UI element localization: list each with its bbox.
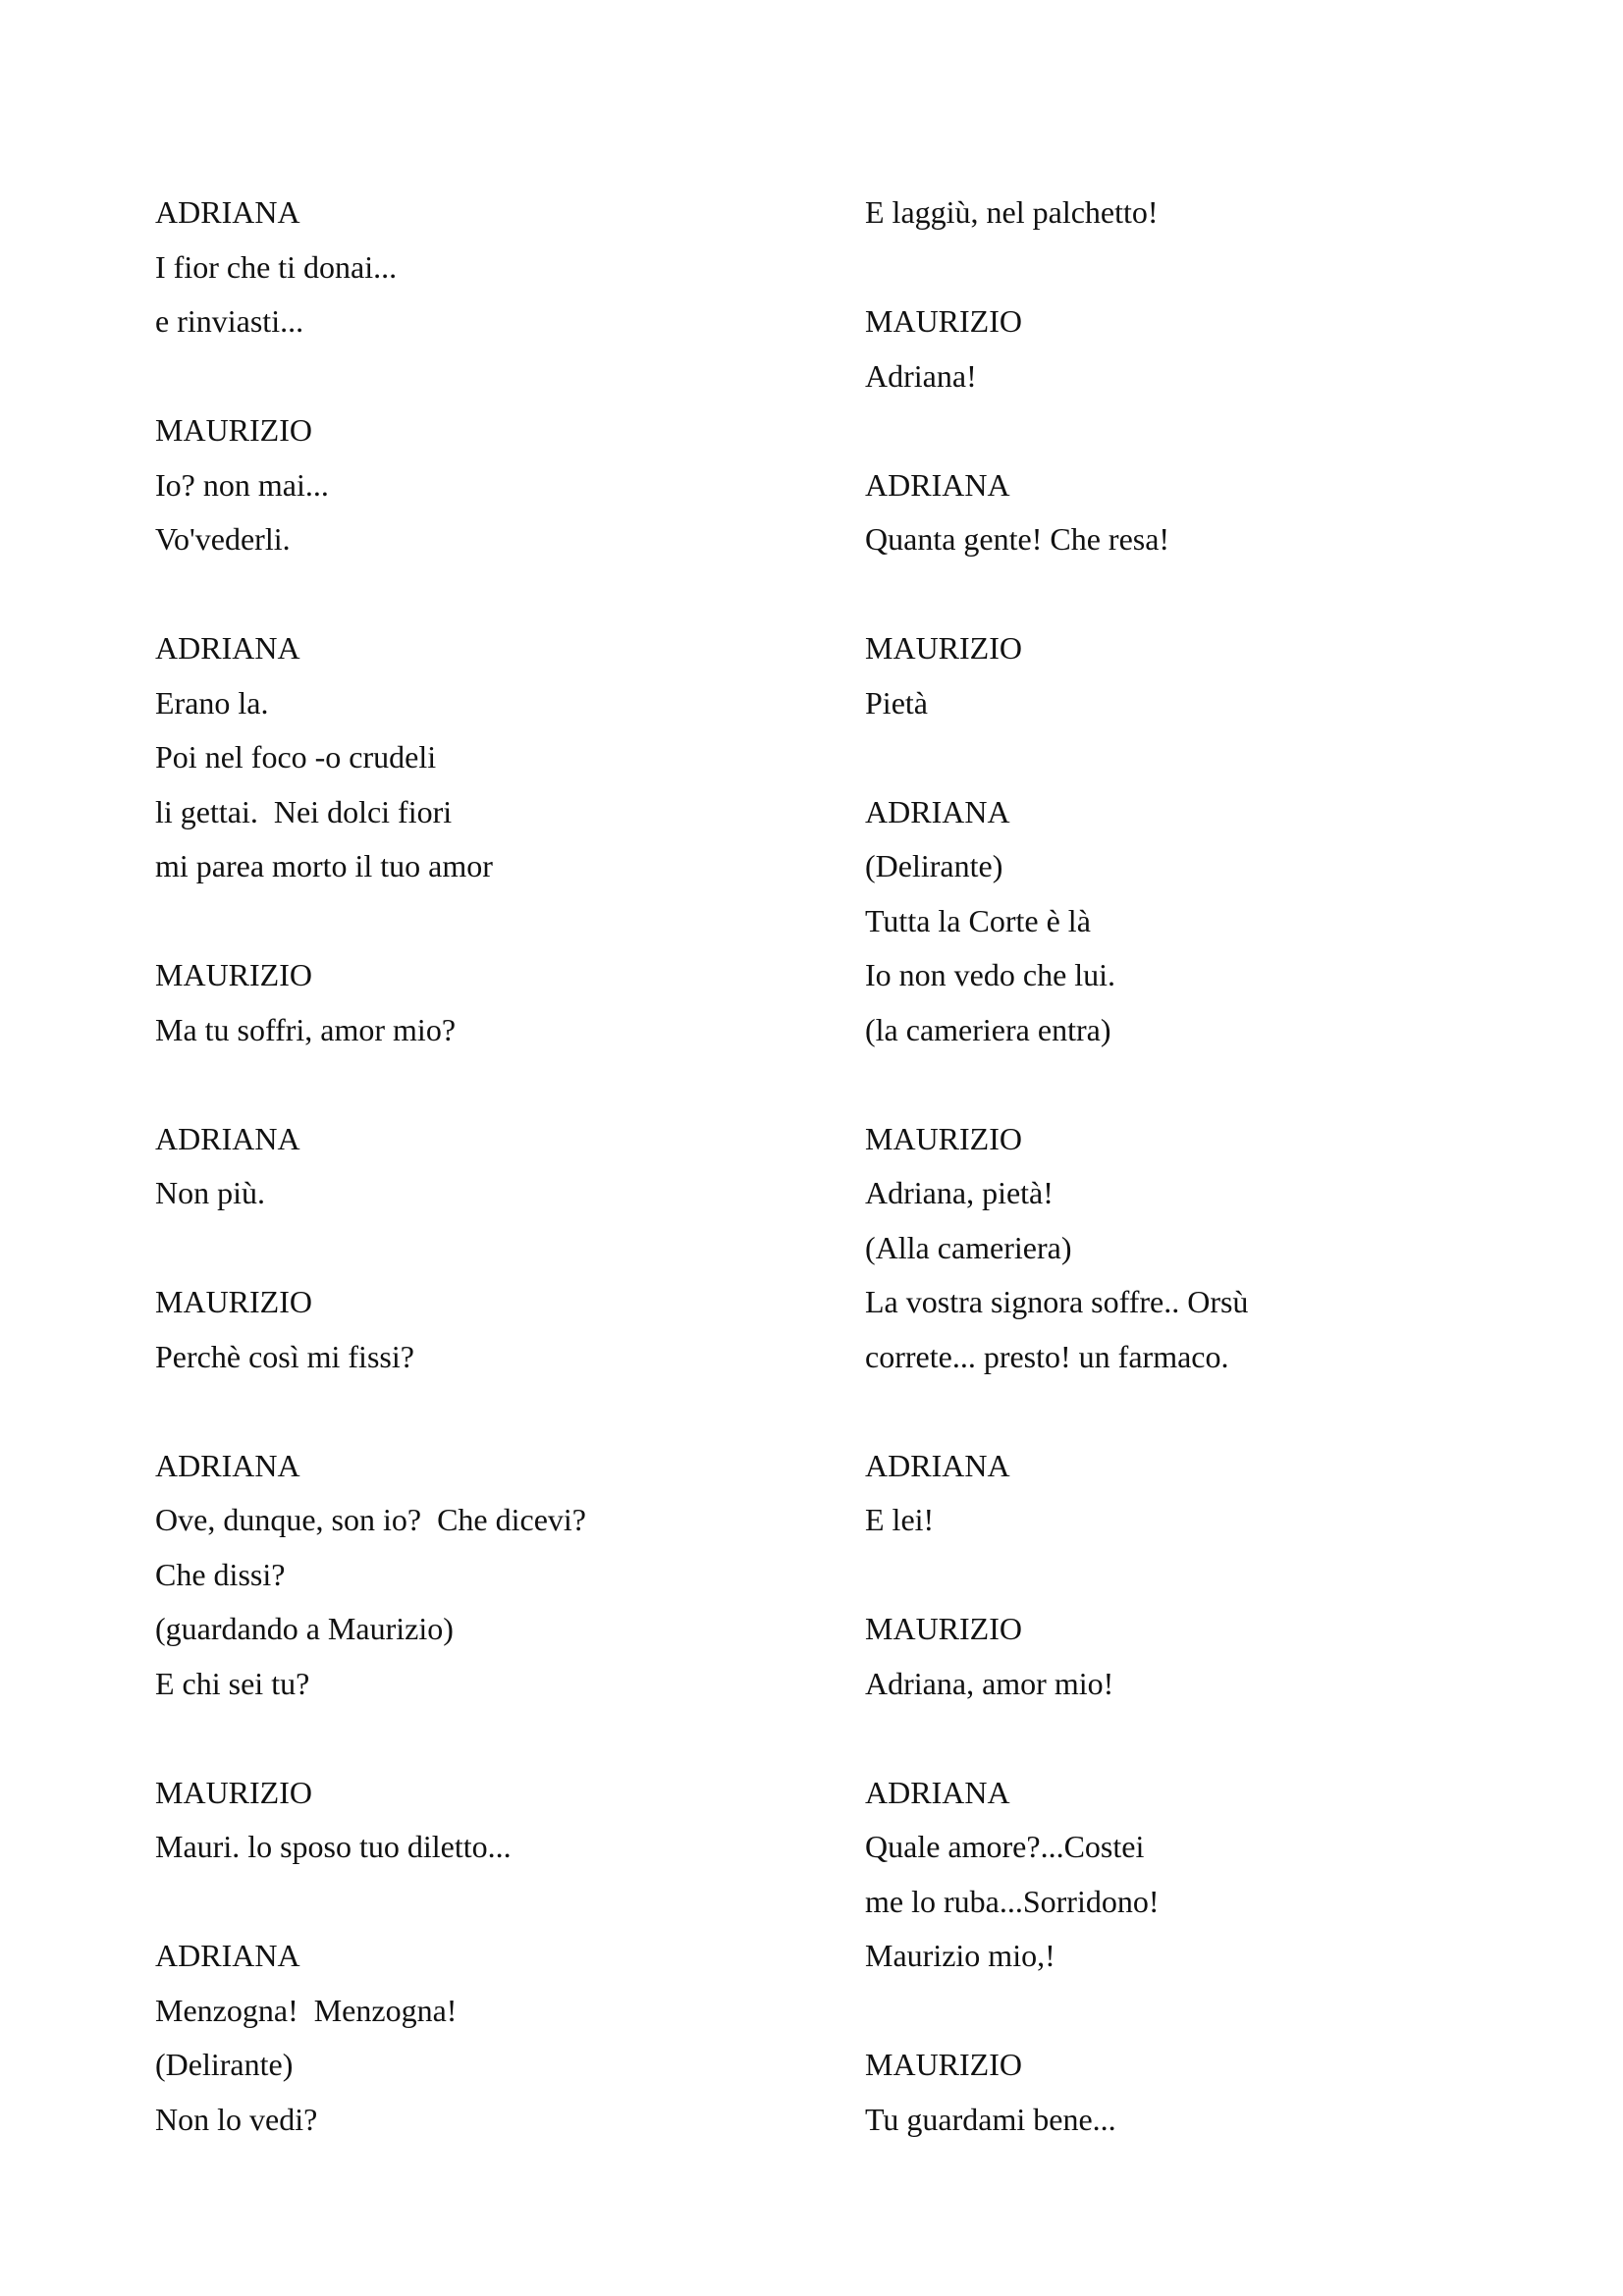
dialogue-line: Tu guardami bene... bbox=[865, 2101, 1116, 2137]
speaker-name: ADRIANA bbox=[155, 194, 300, 230]
blank-line bbox=[155, 349, 823, 404]
blank-line bbox=[155, 1875, 823, 1930]
speaker-name: MAURIZIO bbox=[865, 1611, 1022, 1646]
blank-line bbox=[155, 1711, 823, 1766]
speaker-name: MAURIZIO bbox=[865, 2047, 1022, 2082]
dialogue-line: Perchè così mi fissi? bbox=[155, 1338, 414, 1374]
dialogue-line: Vo'vederli. bbox=[155, 521, 291, 557]
dialogue-line: e rinviasti... bbox=[155, 303, 304, 339]
dialogue-line: Quanta gente! Che resa! bbox=[865, 521, 1170, 557]
blank-line bbox=[865, 403, 1533, 458]
speaker-name: ADRIANA bbox=[865, 793, 1010, 829]
dialogue-line: Maurizio mio,! bbox=[865, 1938, 1055, 1973]
dialogue-line: me lo ruba...Sorridono! bbox=[865, 1883, 1160, 1919]
dialogue-line: Adriana, amor mio! bbox=[865, 1665, 1114, 1701]
dialogue-line: Adriana, pietà! bbox=[865, 1175, 1054, 1210]
dialogue-line: Adriana! bbox=[865, 357, 977, 394]
speaker-name: MAURIZIO bbox=[865, 630, 1022, 666]
dialogue-line: La vostra signora soffre.. Orsù bbox=[865, 1284, 1249, 1319]
blank-line bbox=[865, 240, 1533, 295]
blank-line bbox=[865, 567, 1533, 622]
dialogue-line: Ma tu soffri, amor mio? bbox=[155, 1011, 457, 1047]
speaker-name: ADRIANA bbox=[155, 1120, 300, 1156]
dialogue-line: E chi sei tu? bbox=[155, 1665, 310, 1701]
dialogue-line: E lei! bbox=[865, 1502, 935, 1537]
right-column bbox=[865, 186, 1533, 2147]
blank-line bbox=[155, 567, 823, 622]
speaker-name: ADRIANA bbox=[155, 1938, 300, 1973]
dialogue-line: E laggiù, nel palchetto! bbox=[865, 194, 1159, 230]
dialogue-line: Ove, dunque, son io? Che dicevi? bbox=[155, 1502, 586, 1537]
blank-line bbox=[865, 1984, 1533, 2039]
speaker-name: MAURIZIO bbox=[155, 957, 312, 992]
dialogue-line: Quale amore?...Costei bbox=[865, 1829, 1145, 1864]
dialogue-line: Io non vedo che lui. bbox=[865, 957, 1116, 992]
dialogue-line: Menzogna! Menzogna! bbox=[155, 1992, 458, 2028]
dialogue-line: Tutta la Corte è là bbox=[865, 902, 1091, 938]
speaker-name: MAURIZIO bbox=[155, 1284, 312, 1319]
dialogue-line: correte... presto! un farmaco. bbox=[865, 1338, 1229, 1374]
blank-line bbox=[865, 1548, 1533, 1603]
blank-line bbox=[155, 1384, 823, 1439]
dialogue-line: Che dissi? bbox=[155, 1556, 286, 1592]
dialogue-line: Mauri. lo sposo tuo diletto... bbox=[155, 1829, 512, 1864]
left-column bbox=[155, 186, 823, 2147]
stage-direction: (guardando a Maurizio) bbox=[155, 1611, 454, 1646]
dialogue-line: mi parea morto il tuo amor bbox=[155, 848, 493, 883]
stage-direction: (Alla cameriera) bbox=[865, 1229, 1072, 1265]
dialogue-line: Poi nel foco -o crudeli bbox=[155, 739, 437, 774]
dialogue-line: Non lo vedi? bbox=[155, 2101, 318, 2137]
blank-line bbox=[865, 730, 1533, 785]
dialogue-line: Pietà bbox=[865, 684, 928, 721]
dialogue-line: I fior che ti donai... bbox=[155, 248, 398, 285]
speaker-name: MAURIZIO bbox=[155, 412, 312, 448]
speaker-name: ADRIANA bbox=[865, 1774, 1010, 1810]
dialogue-line: li gettai. Nei dolci fiori bbox=[155, 793, 453, 829]
dialogue-line: Io? non mai... bbox=[155, 466, 329, 503]
blank-line bbox=[155, 1221, 823, 1276]
speaker-name: ADRIANA bbox=[865, 1447, 1010, 1483]
blank-line bbox=[865, 1384, 1533, 1439]
blank-line bbox=[865, 1711, 1533, 1766]
dialogue-line: Erano la. bbox=[155, 684, 269, 721]
stage-direction: (la cameriera entra) bbox=[865, 1011, 1111, 1047]
speaker-name: MAURIZIO bbox=[865, 1120, 1022, 1156]
stage-direction: (Delirante) bbox=[155, 2047, 294, 2082]
speaker-name: MAURIZIO bbox=[155, 1774, 312, 1810]
speaker-name: ADRIANA bbox=[155, 1447, 300, 1483]
stage-direction: (Delirante) bbox=[865, 848, 1003, 883]
blank-line bbox=[155, 894, 823, 949]
dialogue-line: Non più. bbox=[155, 1175, 265, 1210]
speaker-name: MAURIZIO bbox=[865, 303, 1022, 339]
speaker-name: ADRIANA bbox=[155, 630, 300, 666]
blank-line bbox=[155, 1057, 823, 1112]
speaker-name: ADRIANA bbox=[865, 466, 1010, 503]
blank-line bbox=[865, 1057, 1533, 1112]
